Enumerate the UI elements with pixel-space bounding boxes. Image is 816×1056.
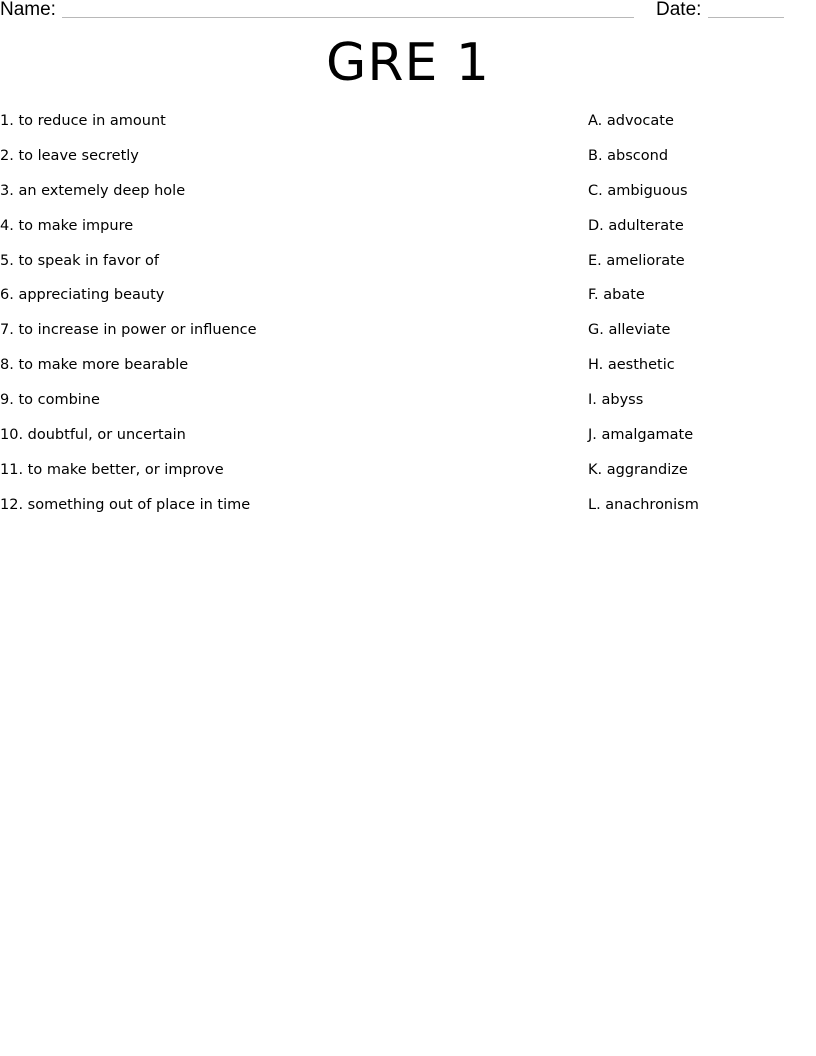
clue-text: 5. to speak in favor of bbox=[0, 252, 159, 269]
matching-row bbox=[0, 319, 816, 354]
clue-text: 3. an extemely deep hole bbox=[0, 182, 186, 199]
answer-option: E. ameliorate bbox=[588, 252, 685, 269]
answer-option: B. abscond bbox=[588, 147, 669, 164]
answer-option: H. aesthetic bbox=[588, 357, 675, 374]
answer-option: L. anachronism bbox=[588, 496, 699, 513]
answer-option: C. ambiguous bbox=[588, 182, 688, 199]
clue-text: 6. appreciating beauty bbox=[0, 287, 165, 304]
matching-row bbox=[0, 354, 816, 389]
clue-text: 9. to combine bbox=[0, 392, 100, 409]
matching-row bbox=[0, 180, 816, 215]
clue-text: 2. to leave secretly bbox=[0, 147, 139, 164]
answer-option: A. advocate bbox=[588, 113, 674, 129]
matching-list bbox=[0, 110, 816, 529]
matching-row bbox=[0, 459, 816, 494]
answer-option: G. alleviate bbox=[588, 322, 671, 339]
matching-row bbox=[0, 145, 816, 180]
answer-option: J. amalgamate bbox=[588, 427, 694, 444]
name-blank-line bbox=[62, 17, 634, 18]
clue-text: 11. to make better, or improve bbox=[0, 461, 224, 478]
matching-row bbox=[0, 389, 816, 424]
date-blank-line bbox=[708, 17, 784, 18]
matching-row bbox=[0, 284, 816, 319]
answer-option: D. adulterate bbox=[588, 217, 684, 234]
clue-text: 7. to increase in power or influence bbox=[0, 322, 257, 339]
answer-option: I. abyss bbox=[588, 392, 644, 409]
clue-text: 12. something out of place in time bbox=[0, 496, 251, 513]
clue-text: 10. doubtful, or uncertain bbox=[0, 427, 186, 444]
answer-option: F. abate bbox=[588, 287, 645, 304]
matching-row bbox=[0, 250, 816, 285]
matching-row bbox=[0, 215, 816, 250]
date-label: Date: bbox=[656, 0, 702, 20]
name-label: Name: bbox=[0, 0, 56, 20]
clue-text: 8. to make more bearable bbox=[0, 357, 189, 374]
clue-text: 4. to make impure bbox=[0, 217, 134, 234]
page-title: GRE 1 bbox=[326, 33, 490, 93]
answer-option: K. aggrandize bbox=[588, 461, 688, 478]
matching-row bbox=[0, 110, 816, 145]
clue-text: 1. to reduce in amount bbox=[0, 113, 166, 129]
worksheet-header bbox=[0, 0, 816, 22]
matching-row bbox=[0, 494, 816, 529]
matching-row bbox=[0, 424, 816, 459]
